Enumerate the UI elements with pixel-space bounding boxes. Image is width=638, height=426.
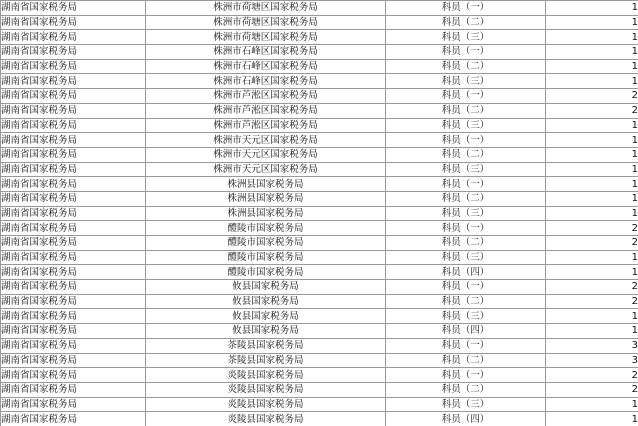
department-cell[interactable]: 湖南省国家税务局 xyxy=(1,59,146,74)
position-cell[interactable]: 科员（一） xyxy=(386,280,546,295)
table-body xyxy=(1,1,638,426)
position-cell[interactable]: 科员（一） xyxy=(386,177,546,192)
headcount-cell[interactable]: 1 xyxy=(546,412,638,426)
headcount-cell[interactable]: 2 xyxy=(546,280,638,295)
unit-cell[interactable]: 株洲县国家税务局 xyxy=(146,177,386,192)
unit-cell[interactable]: 炎陵县国家税务局 xyxy=(146,368,386,383)
headcount-cell[interactable]: 1 xyxy=(546,250,638,265)
department-cell[interactable]: 湖南省国家税务局 xyxy=(1,133,146,148)
unit-cell[interactable]: 茶陵县国家税务局 xyxy=(146,338,386,353)
table-row xyxy=(1,382,638,397)
table-row xyxy=(1,59,638,74)
position-cell[interactable]: 科员（一） xyxy=(386,221,546,236)
table-row xyxy=(1,177,638,192)
position-cell[interactable]: 科员（二） xyxy=(386,294,546,309)
department-cell[interactable]: 湖南省国家税务局 xyxy=(1,118,146,133)
unit-cell[interactable]: 株洲市天元区国家税务局 xyxy=(146,133,386,148)
unit-cell[interactable]: 醴陵市国家税务局 xyxy=(146,265,386,280)
department-cell[interactable]: 湖南省国家税务局 xyxy=(1,221,146,236)
unit-cell[interactable]: 株洲市荷塘区国家税务局 xyxy=(146,30,386,45)
headcount-cell[interactable]: 1 xyxy=(546,309,638,324)
position-cell[interactable]: 科员（三） xyxy=(386,74,546,89)
headcount-cell[interactable]: 1 xyxy=(546,45,638,60)
headcount-cell[interactable]: 2 xyxy=(546,382,638,397)
headcount-cell[interactable]: 1 xyxy=(546,147,638,162)
table-row xyxy=(1,30,638,45)
department-cell[interactable]: 湖南省国家税务局 xyxy=(1,45,146,60)
department-cell[interactable]: 湖南省国家税务局 xyxy=(1,206,146,221)
headcount-cell[interactable]: 1 xyxy=(546,162,638,177)
headcount-cell[interactable]: 1 xyxy=(546,206,638,221)
unit-cell[interactable]: 株洲市荷塘区国家税务局 xyxy=(146,15,386,30)
position-cell[interactable]: 科员（三） xyxy=(386,206,546,221)
department-cell[interactable]: 湖南省国家税务局 xyxy=(1,30,146,45)
unit-cell[interactable]: 炎陵县国家税务局 xyxy=(146,382,386,397)
position-cell[interactable]: 科员（三） xyxy=(386,118,546,133)
department-cell[interactable]: 湖南省国家税务局 xyxy=(1,294,146,309)
table-row xyxy=(1,412,638,426)
headcount-cell[interactable]: 1 xyxy=(546,265,638,280)
department-cell[interactable]: 湖南省国家税务局 xyxy=(1,309,146,324)
position-cell[interactable]: 科员（四） xyxy=(386,412,546,426)
department-cell[interactable]: 湖南省国家税务局 xyxy=(1,147,146,162)
table-row xyxy=(1,74,638,89)
department-cell[interactable]: 湖南省国家税务局 xyxy=(1,191,146,206)
unit-cell[interactable]: 炎陵县国家税务局 xyxy=(146,397,386,412)
department-cell[interactable]: 湖南省国家税务局 xyxy=(1,412,146,426)
position-cell[interactable]: 科员（四） xyxy=(386,324,546,339)
position-cell[interactable]: 科员（一） xyxy=(386,89,546,104)
headcount-cell[interactable]: 1 xyxy=(546,191,638,206)
position-cell[interactable]: 科员（三） xyxy=(386,162,546,177)
table-row xyxy=(1,294,638,309)
headcount-cell[interactable]: 1 xyxy=(546,324,638,339)
headcount-cell[interactable]: 1 xyxy=(546,118,638,133)
department-cell[interactable]: 湖南省国家税务局 xyxy=(1,250,146,265)
department-cell[interactable]: 湖南省国家税务局 xyxy=(1,324,146,339)
department-cell[interactable]: 湖南省国家税务局 xyxy=(1,177,146,192)
headcount-cell[interactable]: 2 xyxy=(546,221,638,236)
table-row xyxy=(1,15,638,30)
headcount-cell[interactable]: 1 xyxy=(546,74,638,89)
table-row xyxy=(1,1,638,16)
unit-cell[interactable]: 攸县国家税务局 xyxy=(146,294,386,309)
position-cell[interactable]: 科员（一） xyxy=(386,338,546,353)
table-row xyxy=(1,338,638,353)
table-row xyxy=(1,191,638,206)
table-row xyxy=(1,103,638,118)
department-cell[interactable]: 湖南省国家税务局 xyxy=(1,368,146,383)
unit-cell[interactable]: 醴陵市国家税务局 xyxy=(146,250,386,265)
unit-cell[interactable]: 攸县国家税务局 xyxy=(146,280,386,295)
position-cell[interactable]: 科员（二） xyxy=(386,15,546,30)
position-cell[interactable]: 科员（三） xyxy=(386,30,546,45)
table-row xyxy=(1,368,638,383)
position-cell[interactable]: 科员（二） xyxy=(386,382,546,397)
unit-cell[interactable]: 攸县国家税务局 xyxy=(146,309,386,324)
unit-cell[interactable]: 株洲市天元区国家税务局 xyxy=(146,147,386,162)
headcount-cell[interactable]: 1 xyxy=(546,15,638,30)
unit-cell[interactable]: 醴陵市国家税务局 xyxy=(146,236,386,251)
headcount-cell[interactable]: 2 xyxy=(546,103,638,118)
table-row xyxy=(1,221,638,236)
unit-cell[interactable]: 株洲市天元区国家税务局 xyxy=(146,162,386,177)
department-cell[interactable]: 湖南省国家税务局 xyxy=(1,382,146,397)
headcount-cell[interactable]: 2 xyxy=(546,236,638,251)
department-cell[interactable]: 湖南省国家税务局 xyxy=(1,74,146,89)
department-cell[interactable]: 湖南省国家税务局 xyxy=(1,1,146,16)
department-cell[interactable]: 湖南省国家税务局 xyxy=(1,397,146,412)
unit-cell[interactable]: 株洲市石峰区国家税务局 xyxy=(146,45,386,60)
table-row xyxy=(1,89,638,104)
department-cell[interactable]: 湖南省国家税务局 xyxy=(1,15,146,30)
headcount-cell[interactable]: 1 xyxy=(546,30,638,45)
table-row xyxy=(1,133,638,148)
position-cell[interactable]: 科员（二） xyxy=(386,191,546,206)
position-cell[interactable]: 科员（二） xyxy=(386,236,546,251)
unit-cell[interactable]: 株洲县国家税务局 xyxy=(146,206,386,221)
department-cell[interactable]: 湖南省国家税务局 xyxy=(1,89,146,104)
headcount-cell[interactable]: 1 xyxy=(546,177,638,192)
position-cell[interactable]: 科员（四） xyxy=(386,265,546,280)
department-cell[interactable]: 湖南省国家税务局 xyxy=(1,162,146,177)
unit-cell[interactable]: 株洲市芦淞区国家税务局 xyxy=(146,103,386,118)
unit-cell[interactable]: 株洲市石峰区国家税务局 xyxy=(146,74,386,89)
position-cell[interactable]: 科员（二） xyxy=(386,147,546,162)
unit-cell[interactable]: 株洲市芦淞区国家税务局 xyxy=(146,118,386,133)
table-row xyxy=(1,206,638,221)
department-cell[interactable]: 湖南省国家税务局 xyxy=(1,338,146,353)
table-row xyxy=(1,236,638,251)
unit-cell[interactable]: 炎陵县国家税务局 xyxy=(146,412,386,426)
unit-cell[interactable]: 醴陵市国家税务局 xyxy=(146,221,386,236)
table-row xyxy=(1,265,638,280)
table-row xyxy=(1,353,638,368)
headcount-cell[interactable]: 2 xyxy=(546,89,638,104)
position-cell[interactable]: 科员（三） xyxy=(386,250,546,265)
unit-cell[interactable]: 株洲市芦淞区国家税务局 xyxy=(146,89,386,104)
table-row xyxy=(1,280,638,295)
unit-cell[interactable]: 攸县国家税务局 xyxy=(146,324,386,339)
department-cell[interactable]: 湖南省国家税务局 xyxy=(1,103,146,118)
position-cell[interactable]: 科员（二） xyxy=(386,353,546,368)
headcount-cell[interactable]: 1 xyxy=(546,1,638,16)
table-row xyxy=(1,324,638,339)
unit-cell[interactable]: 株洲市荷塘区国家税务局 xyxy=(146,1,386,16)
department-cell[interactable]: 湖南省国家税务局 xyxy=(1,236,146,251)
table-row xyxy=(1,162,638,177)
position-cell[interactable]: 科员（一） xyxy=(386,133,546,148)
headcount-cell[interactable]: 1 xyxy=(546,397,638,412)
position-cell[interactable]: 科员（一） xyxy=(386,368,546,383)
table-row xyxy=(1,397,638,412)
position-cell[interactable]: 科员（二） xyxy=(386,59,546,74)
position-cell[interactable]: 科员（三） xyxy=(386,397,546,412)
table-row xyxy=(1,309,638,324)
headcount-cell[interactable]: 3 xyxy=(546,353,638,368)
table-row xyxy=(1,147,638,162)
position-cell[interactable]: 科员（一） xyxy=(386,1,546,16)
position-cell[interactable]: 科员（三） xyxy=(386,309,546,324)
table-row xyxy=(1,45,638,60)
department-cell[interactable]: 湖南省国家税务局 xyxy=(1,280,146,295)
table-row xyxy=(1,250,638,265)
headcount-cell[interactable]: 2 xyxy=(546,368,638,383)
position-cell[interactable]: 科员（一） xyxy=(386,45,546,60)
department-cell[interactable]: 湖南省国家税务局 xyxy=(1,265,146,280)
position-cell[interactable]: 科员（二） xyxy=(386,103,546,118)
unit-cell[interactable]: 株洲县国家税务局 xyxy=(146,191,386,206)
headcount-cell[interactable]: 1 xyxy=(546,133,638,148)
headcount-cell[interactable]: 1 xyxy=(546,59,638,74)
headcount-cell[interactable]: 3 xyxy=(546,338,638,353)
unit-cell[interactable]: 株洲市石峰区国家税务局 xyxy=(146,59,386,74)
department-cell[interactable]: 湖南省国家税务局 xyxy=(1,353,146,368)
table-row xyxy=(1,118,638,133)
unit-cell[interactable]: 茶陵县国家税务局 xyxy=(146,353,386,368)
headcount-cell[interactable]: 2 xyxy=(546,294,638,309)
